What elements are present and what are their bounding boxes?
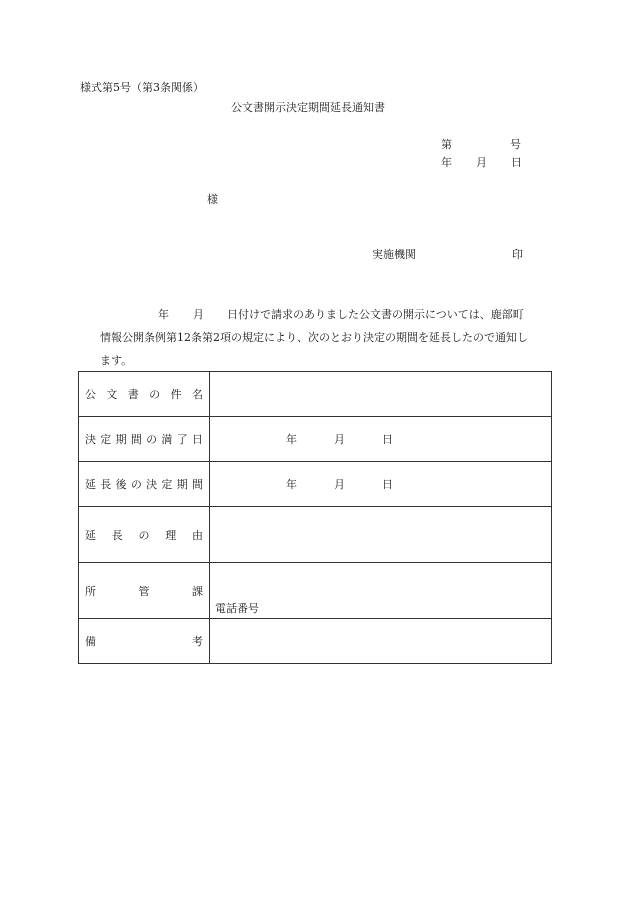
value-extension-reason[interactable]: [210, 507, 552, 563]
label-char: の: [149, 388, 161, 401]
value-extended-period[interactable]: [210, 462, 552, 507]
value-responsible-section[interactable]: [210, 563, 552, 619]
deadline-month-label: 月: [334, 433, 345, 446]
label-char: 書: [127, 388, 139, 401]
label-char: 定: [161, 478, 173, 491]
extended-day-label: 日: [382, 478, 393, 491]
label-extension-reason: [79, 507, 210, 563]
label-char: 決: [85, 433, 96, 446]
label-char: 決: [146, 478, 158, 491]
seal-mark: 印: [512, 248, 523, 261]
number-prefix: 第: [441, 138, 452, 151]
table-row-document-name: [79, 372, 552, 417]
extended-month-label: 月: [334, 478, 345, 491]
label-char: 了: [176, 433, 188, 446]
label-char: 件: [170, 388, 182, 401]
label-char: 名: [191, 388, 203, 401]
value-remarks[interactable]: [210, 619, 552, 664]
label-decision-deadline: [79, 417, 210, 462]
issue-day-label: 日: [511, 156, 522, 169]
label-char: 長: [111, 528, 123, 542]
issue-year-label: 年: [441, 156, 452, 169]
label-char: 間: [191, 478, 203, 491]
table-row-decision-deadline: [79, 417, 552, 462]
document-number-line: [441, 139, 521, 150]
label-char: 長: [100, 478, 112, 491]
value-decision-deadline[interactable]: [210, 417, 552, 462]
value-document-name[interactable]: [210, 372, 552, 417]
body-line-3: [80, 349, 550, 372]
deadline-year-label: 年: [286, 433, 297, 446]
label-char: 由: [192, 528, 203, 542]
label-char: 後: [115, 478, 127, 491]
label-char: 延: [85, 528, 96, 542]
addressee-honorific: 様: [207, 193, 218, 206]
label-char: 満: [161, 433, 173, 446]
label-document-name: [79, 372, 210, 417]
notice-details-table: [78, 371, 552, 664]
document-title: 公文書開示決定期間延長通知書: [231, 101, 385, 114]
label-extended-period: [79, 462, 210, 507]
label-char: 公: [85, 388, 96, 401]
label-char: 文: [106, 388, 118, 401]
label-char: 備: [85, 635, 96, 648]
label-char: 間: [130, 433, 142, 446]
label-char: 日: [191, 433, 203, 446]
label-char: 定: [100, 433, 112, 446]
extended-year-label: 年: [286, 478, 297, 491]
body-month-label: 月: [193, 308, 204, 321]
label-char: 所: [85, 584, 96, 598]
label-char: 延: [85, 478, 96, 491]
table-row-extended-period: [79, 462, 552, 507]
body-line-3-text: ます。: [100, 354, 133, 367]
label-remarks: [79, 619, 210, 664]
body-line-2-text: 情報公開条例第12条第2項の規定により、次のとおり決定の期間を延長したので通知し: [100, 331, 528, 344]
number-suffix: 号: [510, 138, 521, 151]
body-line-2: [80, 326, 550, 349]
issue-date-line: [441, 157, 522, 168]
label-char: 理: [165, 528, 177, 542]
label-char: 管: [138, 584, 150, 598]
deadline-day-label: 日: [382, 433, 393, 446]
label-char: 考: [192, 635, 203, 648]
label-char: 課: [192, 584, 203, 598]
body-year-label: 年: [158, 308, 169, 321]
label-char: の: [138, 528, 150, 542]
form-number-label: 様式第5号（第3条関係）: [80, 81, 204, 94]
body-line-1-text: 日付けで請求のありました公文書の開示については、鹿部町: [227, 308, 524, 321]
label-char: 期: [176, 478, 188, 491]
label-responsible-section: [79, 563, 210, 619]
table-row-responsible-section: [79, 563, 552, 619]
body-line-1: [80, 303, 550, 326]
issue-month-label: 月: [476, 156, 487, 169]
label-char: の: [130, 478, 142, 491]
label-char: 期: [115, 433, 127, 446]
notice-body: [80, 303, 550, 372]
implementing-agency-label: 実施機関: [372, 248, 416, 261]
table-row-extension-reason: [79, 507, 552, 563]
table-row-remarks: [79, 619, 552, 664]
phone-number-label: 電話番号: [215, 602, 259, 615]
label-char: の: [146, 433, 158, 446]
